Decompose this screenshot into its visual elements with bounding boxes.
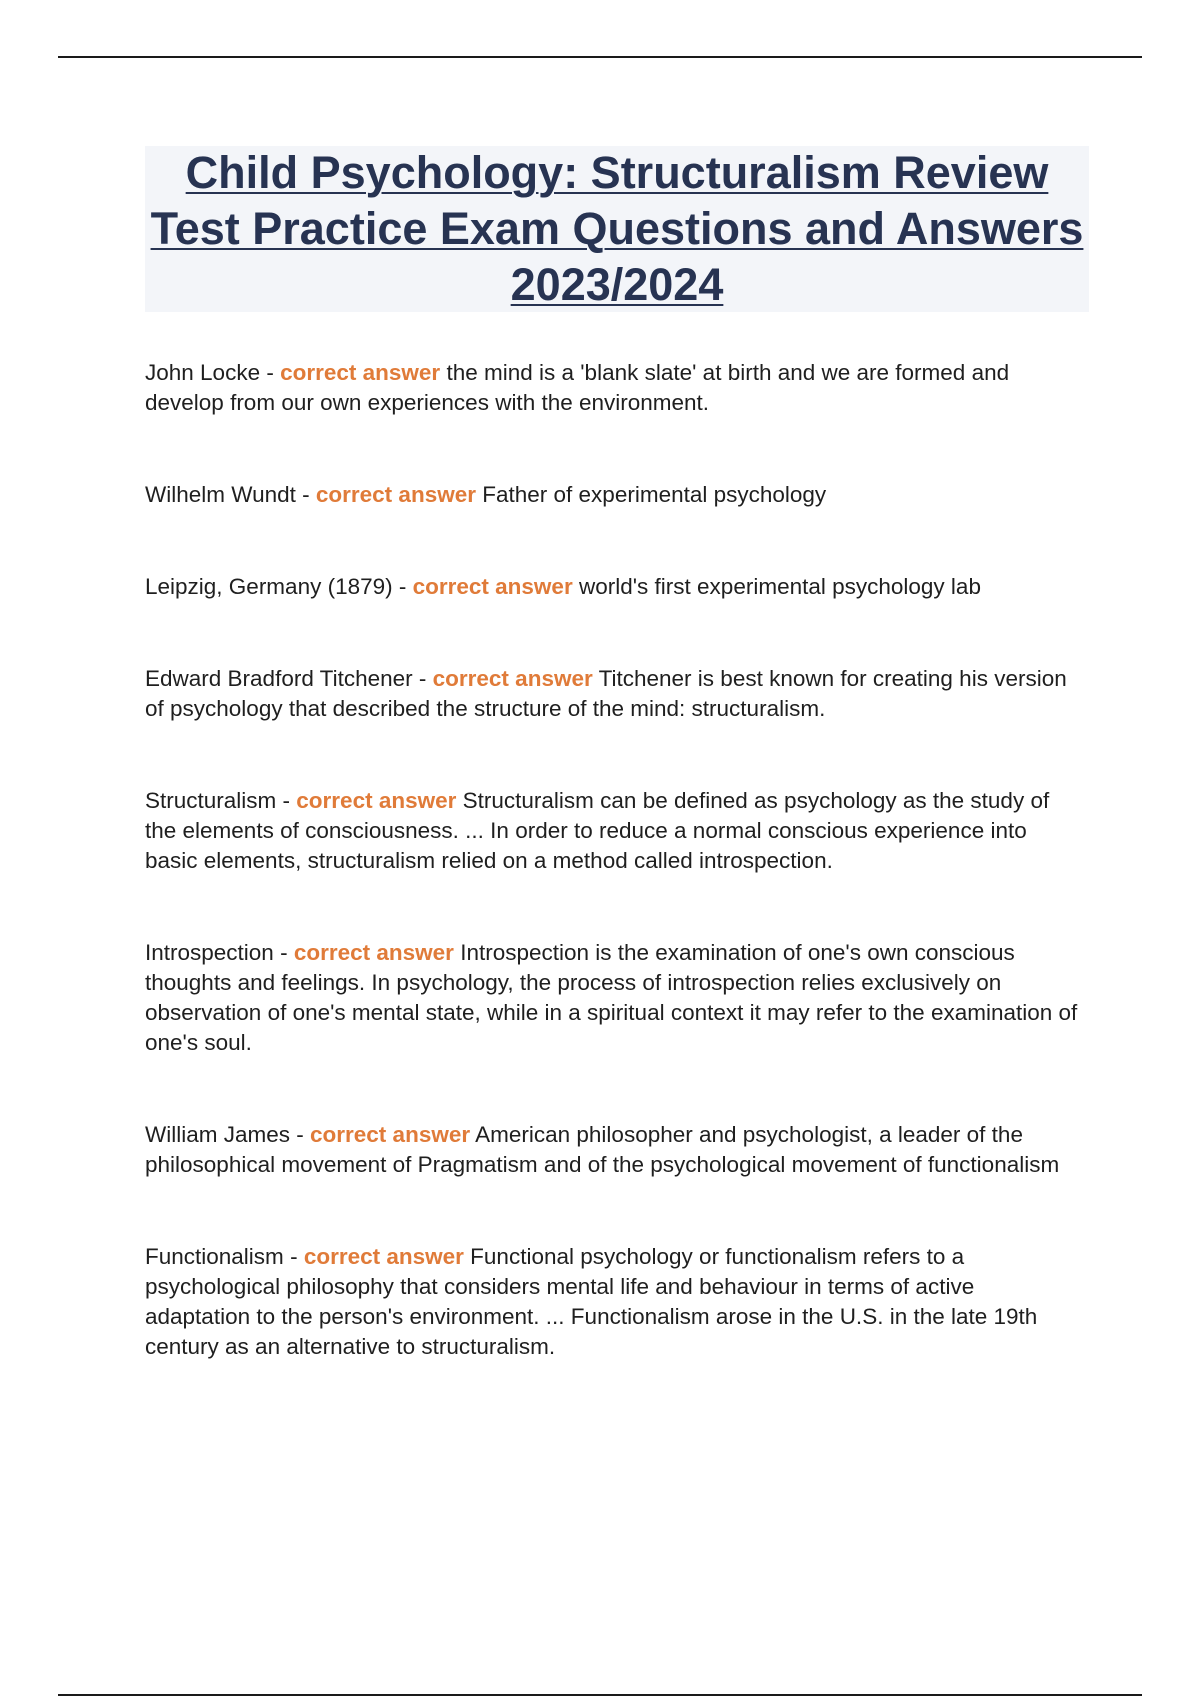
qa-term: William James xyxy=(145,1122,291,1147)
qa-term: Edward Bradford Titchener xyxy=(145,666,413,691)
qa-separator: - xyxy=(260,360,281,385)
qa-item xyxy=(145,786,1085,876)
top-divider xyxy=(58,56,1142,58)
correct-answer-marker: correct answer xyxy=(432,666,593,691)
qa-separator: - xyxy=(290,1122,311,1147)
document-title: Child Psychology: Structuralism Review Test Practice Exam Questions and Answers 2023/2024 xyxy=(150,147,1084,310)
qa-item xyxy=(145,938,1085,1058)
qa-term: Leipzig, Germany (1879) xyxy=(145,574,393,599)
bottom-divider xyxy=(58,1694,1142,1696)
qa-item xyxy=(145,1120,1085,1180)
qa-term: Introspection xyxy=(145,940,274,965)
qa-term: Functionalism xyxy=(145,1244,284,1269)
qa-separator: - xyxy=(295,482,316,507)
qa-separator: - xyxy=(276,788,297,813)
qa-item xyxy=(145,1242,1085,1362)
correct-answer-marker: correct answer xyxy=(412,574,573,599)
correct-answer-marker: correct answer xyxy=(293,940,454,965)
qa-list xyxy=(145,358,1085,1424)
qa-term: John Locke xyxy=(145,360,261,385)
qa-answer: world's first experimental psychology lab xyxy=(578,574,981,599)
correct-answer-marker: correct answer xyxy=(303,1244,464,1269)
qa-item xyxy=(145,572,1085,602)
qa-separator: - xyxy=(283,1244,304,1269)
qa-item xyxy=(145,358,1085,418)
qa-answer: Titchener is best known for creating his version of psychology that described the structure of the mind: structuralism. xyxy=(145,666,1067,721)
title-block xyxy=(145,146,1089,312)
qa-item xyxy=(145,664,1085,724)
qa-answer: Father of experimental psychology xyxy=(482,482,827,507)
qa-separator: - xyxy=(392,574,413,599)
correct-answer-marker: correct answer xyxy=(296,788,457,813)
qa-term: Wilhelm Wundt xyxy=(145,482,296,507)
qa-item xyxy=(145,480,1085,510)
qa-answer: the mind is a 'blank slate' at birth and we are formed and develop from our own experiences with the environment. xyxy=(145,360,1010,415)
qa-separator: - xyxy=(273,940,294,965)
correct-answer-marker: correct answer xyxy=(280,360,441,385)
qa-answer: Introspection is the examination of one's own conscious thoughts and feelings. In psychology, the process of introspection relies exclusively on observation of one's mental state, while in a spiritual context it may refer to the examination of one's soul. xyxy=(145,940,1078,1055)
qa-term: Structuralism xyxy=(145,788,277,813)
qa-answer: American philosopher and psychologist, a leader of the philosophical movement of Pragmatism and of the psychological movement of functionalism xyxy=(145,1122,1060,1177)
qa-separator: - xyxy=(412,666,433,691)
qa-answer: Functional psychology or functionalism refers to a psychological philosophy that considers mental life and behaviour in terms of active adaptation to the person's environment. ... Functionalism arose in the U.S. in the late 19th century as an alternative to structuralism. xyxy=(145,1244,1038,1359)
correct-answer-marker: correct answer xyxy=(310,1122,471,1147)
qa-answer: Structuralism can be defined as psychology as the study of the elements of consciousness. ... In order to reduce a normal conscious experience into basic elements, structuralism relied on a method called introspection. xyxy=(145,788,1050,873)
correct-answer-marker: correct answer xyxy=(315,482,476,507)
